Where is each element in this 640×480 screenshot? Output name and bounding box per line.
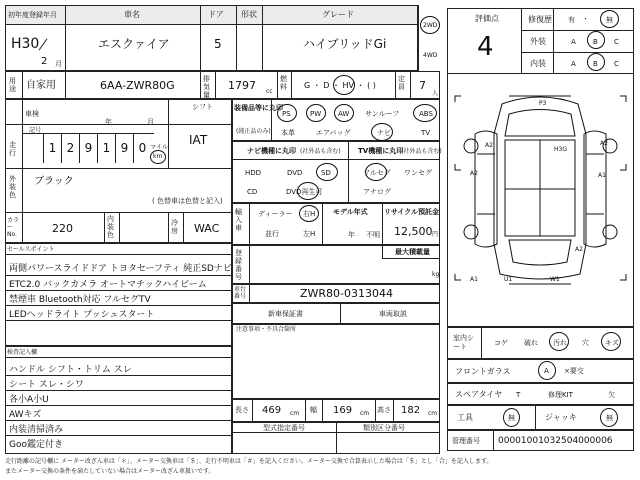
max-load-unit: kg	[432, 271, 440, 278]
tv-title: TV機種に丸印	[358, 147, 404, 155]
mileage-digit: 9	[115, 133, 133, 163]
repair-history-label: 修復歴	[528, 15, 552, 24]
spare-tire-t: T	[516, 391, 521, 399]
warranty-booklet: 新車保証書	[268, 310, 303, 318]
import-handle-right: 右H	[303, 210, 316, 218]
equipment-pw-circle	[306, 104, 326, 122]
equipment-aw-circle	[334, 104, 354, 122]
navi-note: (社外品も含む)	[300, 148, 341, 155]
score-value: 4	[477, 32, 494, 62]
car-damage-diagram	[447, 74, 634, 327]
displacement-label: 排気量	[203, 75, 210, 99]
seat-scratch-circle	[601, 332, 621, 351]
seat-label: 室内シート	[453, 334, 474, 351]
registration-date-label: 初年度登録年月	[8, 11, 57, 19]
repair-option-no: 無	[606, 16, 613, 24]
management-number: 00001001032504000006	[498, 436, 613, 446]
import-parallel: 並行	[265, 230, 279, 238]
exterior-color-value: ブラック	[34, 176, 74, 187]
import-handle-left: 左H	[303, 230, 316, 238]
tools-label: 工具	[457, 413, 473, 422]
diagram-damage-mark: A2	[575, 246, 583, 253]
import-label: 輸入車	[235, 208, 242, 232]
inspection-month-unit: 月	[147, 118, 154, 126]
tools-circle	[503, 408, 520, 427]
diagram-damage-mark: P3	[539, 100, 547, 107]
navi-dvd-playback: DVD再生可	[286, 188, 323, 196]
sales-point-1: 両側パワースライドドア トヨタセーフティ 純正SDナビ	[9, 264, 232, 274]
tv-oneseg: ワンセグ	[404, 169, 432, 177]
shape-label: 形状	[241, 10, 257, 19]
registration-number-label: 登録番号	[235, 249, 242, 281]
diagram-damage-mark: A2	[600, 140, 608, 147]
tv-note: (社外品も含む)	[401, 148, 442, 155]
mileage-digit: 1	[43, 133, 61, 163]
inspector-note-3: 各小A小U	[9, 395, 49, 405]
width-unit: cm	[360, 410, 370, 417]
height-unit: cm	[428, 410, 438, 417]
interior-grade-label: 内装	[530, 59, 546, 68]
inspection-label: 車検	[25, 110, 39, 118]
equipment-navi-circle	[371, 123, 393, 141]
exterior-grade-b: B	[593, 38, 598, 46]
registration-era: H30	[11, 36, 40, 52]
inspector-note-6: Goo鑑定付き	[9, 440, 63, 450]
capacity-label: 定員	[398, 75, 405, 91]
mileage-digit: 2	[61, 133, 79, 163]
inspection-year-unit: 年	[105, 118, 112, 126]
equipment-navi: ナビ	[377, 129, 391, 137]
car-name: エスクァイア	[98, 37, 170, 51]
capacity-value: 7	[419, 79, 426, 92]
sales-point-2: ETC2.0 バックカメラ オートマチックハイビーム	[9, 280, 207, 290]
equipment-tv: TV	[421, 129, 431, 137]
purpose-value: 自家用	[26, 80, 56, 91]
chassis-value: ZWR80-0313044	[300, 287, 394, 300]
model-year-unknown: 不明	[366, 231, 380, 239]
width-label: 幅	[310, 406, 317, 414]
car-name-label: 車名	[124, 10, 140, 19]
navi-sd-circle	[316, 163, 338, 181]
navi-title: ナビ機種に丸印	[247, 147, 296, 155]
navi-cd: CD	[247, 188, 258, 196]
inspector-note-1: ハンドル シフト・トリム スレ	[9, 365, 132, 375]
equipment-pw: PW	[310, 110, 322, 118]
displacement-value: 1797	[228, 79, 256, 92]
spare-tire-label: スペアタイヤ	[455, 390, 503, 399]
diagram-damage-mark: A2	[470, 170, 478, 177]
front-glass-label: フロントガラス	[455, 367, 511, 376]
mileage-digit: 1	[97, 133, 115, 163]
displacement-unit: cc	[266, 88, 273, 95]
import-handle-right-circle	[299, 205, 319, 222]
notes-header: 注意事項・不具合箇所	[236, 326, 297, 333]
seat-item-tear: 破れ	[524, 339, 538, 347]
front-glass-a-circle	[538, 361, 556, 380]
owners-manual: 車両取説	[379, 310, 407, 318]
booklets-frame	[232, 303, 440, 324]
height-label: 高さ	[377, 406, 391, 414]
exterior-grade-c: C	[614, 38, 619, 46]
equipment-ps-circle	[277, 104, 297, 122]
fuel-label: 燃料	[280, 75, 287, 91]
length-label: 長さ	[235, 406, 249, 414]
seat-item-burn: コゲ	[494, 339, 508, 347]
sales-point-3: 禁煙車 Bluetooth対応 フルセグTV	[9, 295, 151, 305]
tv-fullseg: フルセグ	[363, 169, 391, 177]
tv-analog: アナログ	[363, 188, 391, 196]
seat-stain-circle	[549, 332, 569, 351]
capacity-unit: 人	[432, 90, 439, 97]
aircon-value: WAC	[194, 222, 220, 235]
category-number-label: 類別区分番号	[363, 424, 405, 432]
exterior-color-label: 外装色	[9, 175, 16, 199]
seat-item-scratch: キズ	[605, 339, 619, 347]
footer-note-1: 走行距離の記号欄に メーター改ざん車は「＊」、メーター交換車は「＄」、走行不明車は「＃」を記入ください。メーター交換で合算表示した場合は「＄」とし「合」を記入します。	[5, 458, 493, 465]
color-number-label: カラーNo.	[7, 217, 20, 238]
repair-option-yes: 有	[568, 16, 575, 24]
grade-label: グレード	[322, 10, 354, 19]
diagram-damage-mark: U1	[504, 276, 513, 283]
seat-item-hole: 穴	[582, 339, 589, 347]
inspector-note-2: シート スレ・シワ	[9, 380, 84, 390]
diagram-damage-mark: A1	[598, 172, 606, 179]
length-unit: cm	[290, 410, 300, 417]
tools-value: 無	[508, 414, 515, 422]
equipment-airbag: エアバッグ	[316, 129, 351, 137]
equipment-subtitle: (純正品のみ)	[236, 128, 271, 135]
type-designation-label: 型式指定番号	[263, 424, 305, 432]
color-number-value: 220	[52, 222, 73, 235]
front-glass-replace: ×要交	[564, 367, 584, 375]
jack-circle	[600, 408, 618, 427]
interior-grade-circle	[587, 53, 605, 71]
equipment-leather: 本革	[281, 129, 295, 137]
chassis-label: 車台番号	[234, 286, 247, 300]
doors-value: 5	[214, 37, 222, 51]
sales-point-4: LEDヘッドライト プッシュスタート	[9, 310, 155, 320]
model-code: 6AA-ZWR80G	[100, 79, 175, 92]
mileage-label: 走行	[9, 141, 16, 157]
management-label: 管理番号	[452, 437, 480, 445]
equipment-aw: AW	[338, 110, 350, 118]
inspector-notes-header: 検査記入欄	[7, 349, 38, 356]
equipment-ps: PS	[282, 110, 291, 118]
exterior-grade-circle	[587, 31, 605, 49]
seat-item-stain: 汚れ	[553, 339, 567, 347]
footer-note-2: またメーター交換の条件を満たしていない場合はメーター改ざん車扱いです。	[5, 468, 215, 475]
front-glass-a: A	[544, 367, 549, 375]
fuel-selected-circle	[333, 75, 355, 95]
interior-grade-c: C	[614, 60, 619, 68]
length-value: 469	[262, 405, 282, 416]
interior-grade-a: A	[571, 60, 576, 68]
mileage-digits	[43, 133, 154, 163]
fuel-options: G ・ D ・ HV ・ ( )	[304, 81, 376, 90]
spare-tire-missing: 欠	[608, 391, 615, 399]
diagram-damage-mark: H3G	[554, 146, 567, 153]
score-label: 評価点	[475, 14, 499, 23]
import-dealer: ディーラー	[258, 210, 293, 218]
drive-2wd: 2WD	[423, 22, 438, 29]
interior-color-label: 内装色	[107, 215, 114, 239]
inspector-note-4: AWキズ	[9, 410, 42, 420]
aircon-label: 冷房	[171, 219, 178, 235]
tv-fullseg-circle	[365, 163, 387, 181]
shift-value: IAT	[189, 133, 208, 147]
interior-grade-b: B	[593, 60, 598, 68]
mileage-unit-mile: マイル	[150, 144, 168, 151]
notes-frame	[232, 324, 440, 399]
equipment-abs: ABS	[419, 110, 433, 118]
equipment-sunroof: サンルーフ	[365, 110, 400, 118]
recycle-unit: 円	[432, 231, 439, 238]
doors-label: ドア	[208, 10, 224, 19]
diagram-damage-mark: A1	[470, 276, 478, 283]
month-unit: 月	[55, 60, 62, 68]
jack-value: 無	[606, 414, 613, 422]
repair-selected-circle	[600, 10, 619, 28]
model-year-unit: 年	[348, 231, 355, 239]
sales-points-header: セールスポイント	[7, 246, 55, 253]
mileage-digit: 0	[133, 133, 151, 163]
purpose-label: 用途	[9, 77, 16, 93]
diagram-damage-mark: A2	[485, 142, 493, 149]
exterior-grade-label: 外装	[530, 37, 546, 46]
mileage-digit: 9	[79, 133, 97, 163]
spare-tire-kit: 修理KIT	[548, 391, 573, 399]
navi-hdd: HDD	[245, 169, 262, 177]
recycle-label: リサイクル預託金	[384, 208, 440, 216]
drive-4wd: 4WD	[423, 52, 438, 59]
recycle-value: 12,500	[394, 225, 433, 238]
mileage-unit-km: km	[153, 153, 163, 160]
width-value: 169	[333, 405, 353, 416]
height-value: 182	[401, 405, 421, 416]
exterior-grade-a: A	[571, 38, 576, 46]
inspector-note-5: 内装清掃済み	[9, 425, 64, 435]
navi-dvd-playback-circle	[297, 182, 319, 200]
navi-sd: SD	[321, 169, 331, 177]
jack-label: ジャッキ	[545, 413, 577, 422]
grade-value: ハイブリッドGi	[303, 37, 387, 51]
shift-label: シフト	[192, 103, 213, 111]
diagram-damage-mark: W1	[550, 276, 560, 283]
navi-dvd: DVD	[287, 169, 303, 177]
max-load-label: 最大積載量	[395, 248, 430, 256]
model-year-label: モデル年式	[333, 208, 368, 216]
equipment-title: 装備品等に丸印	[234, 104, 283, 112]
exterior-color-note: ( 色替車は色替と記入)	[152, 197, 223, 205]
mileage-symbol-header: 記号	[29, 127, 42, 134]
registration-month: 2	[41, 56, 48, 67]
equipment-abs-circle	[413, 104, 437, 122]
